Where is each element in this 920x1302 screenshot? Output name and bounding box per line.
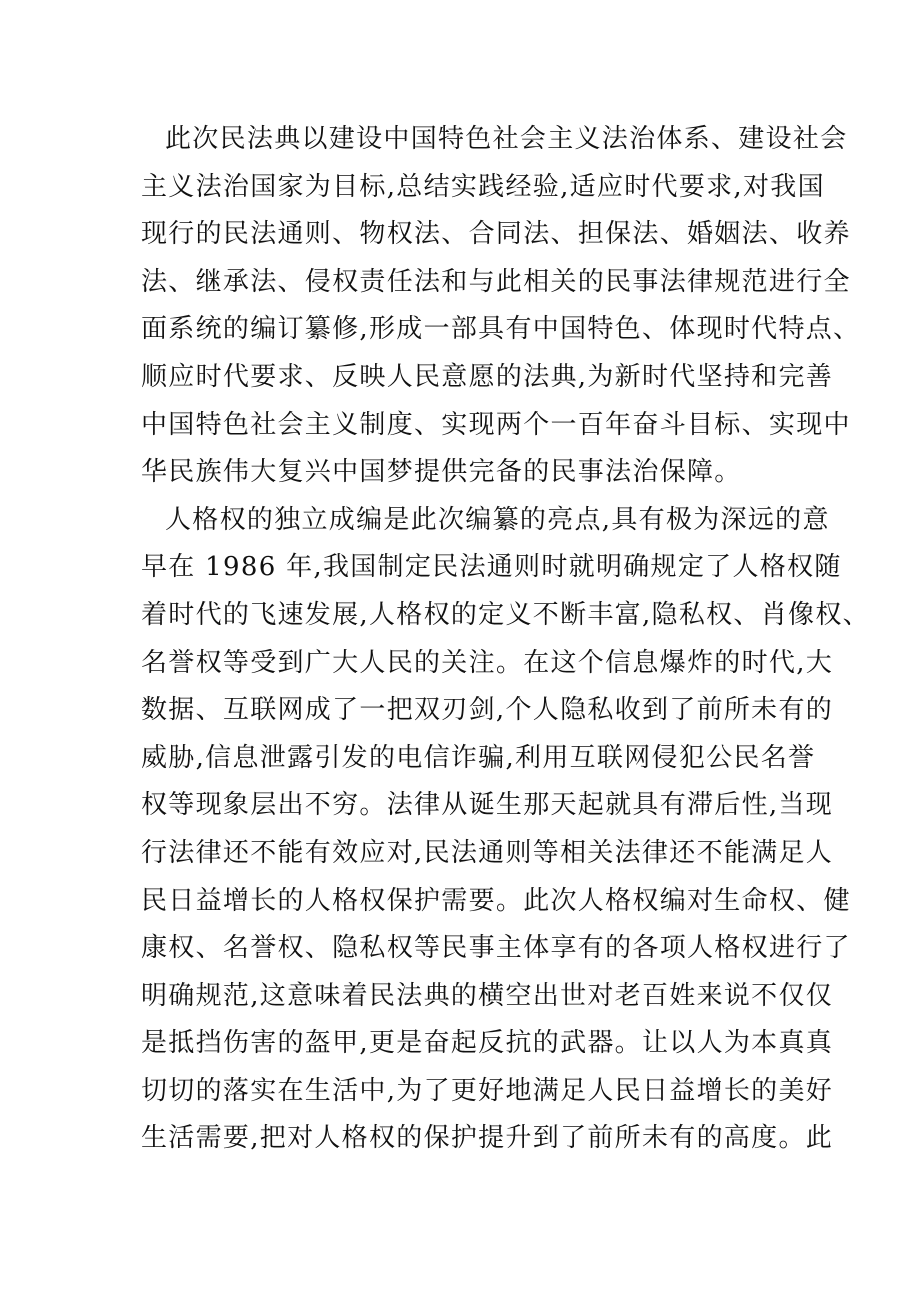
text-line: 法、继承法、侵权责任法和与此相关的民事法律规范进行全 xyxy=(141,266,851,297)
text-line: 康权、名誉权、隐私权等民事主体享有的各项人格权进行了 xyxy=(141,933,851,964)
text-line: 切切的落实在生活中,为了更好地满足人民日益增长的美好 xyxy=(141,1075,834,1106)
text-line: 明确规范,这意味着民法典的横空出世对老百姓来说不仅仅 xyxy=(141,980,834,1011)
text-line: 华民族伟大复兴中国梦提供完备的民事法治保障。 xyxy=(141,457,742,488)
text-line: 此次民法典以建设中国特色社会主义法治体系、建设社会 xyxy=(165,124,848,154)
paragraph-1 xyxy=(141,116,861,497)
text-line: 数据、互联网成了一把双刃剑,个人隐私收到了前所未有的 xyxy=(141,695,834,726)
paragraph-2 xyxy=(141,497,870,1163)
text-line: 顺应时代要求、反映人民意愿的法典,为新时代坚持和完善 xyxy=(141,361,834,392)
text-line: 权等现象层出不穷。法律从诞生那天起就具有滞后性,当现 xyxy=(141,790,834,821)
text-line: 行法律还不能有效应对,民法通则等相关法律还不能满足人 xyxy=(141,837,834,868)
text-line: 名誉权等受到广大人民的关注。在这个信息爆炸的时代,大 xyxy=(141,647,834,678)
text-line: 人格权的独立成编是此次编纂的亮点,具有极为深远的意 xyxy=(165,504,830,535)
text-line: 早在 1986 年,我国制定民法通则时就明确规定了人格权随 xyxy=(141,552,842,583)
text-line: 面系统的编订纂修,形成一部具有中国特色、体现时代特点、 xyxy=(141,314,861,345)
text-line: 生活需要,把对人格权的保护提升到了前所未有的高度。此 xyxy=(141,1123,834,1154)
text-line: 是抵挡伤害的盔甲,更是奋起反抗的武器。让以人为本真真 xyxy=(141,1028,834,1059)
document-body xyxy=(141,116,870,1163)
text-line: 着时代的飞速发展,人格权的定义不断丰富,隐私权、肖像权、 xyxy=(141,599,870,630)
text-line: 主义法治国家为目标,总结实践经验,适应时代要求,对我国 xyxy=(141,171,825,202)
text-line: 现行的民法通则、物权法、合同法、担保法、婚姻法、收养 xyxy=(141,219,851,250)
text-line: 中国特色社会主义制度、实现两个一百年奋斗目标、实现中 xyxy=(141,409,851,440)
text-line: 威胁,信息泄露引发的电信诈骗,利用互联网侵犯公民名誉 xyxy=(141,742,816,773)
text-line: 民日益增长的人格权保护需要。此次人格权编对生命权、健 xyxy=(141,885,851,916)
